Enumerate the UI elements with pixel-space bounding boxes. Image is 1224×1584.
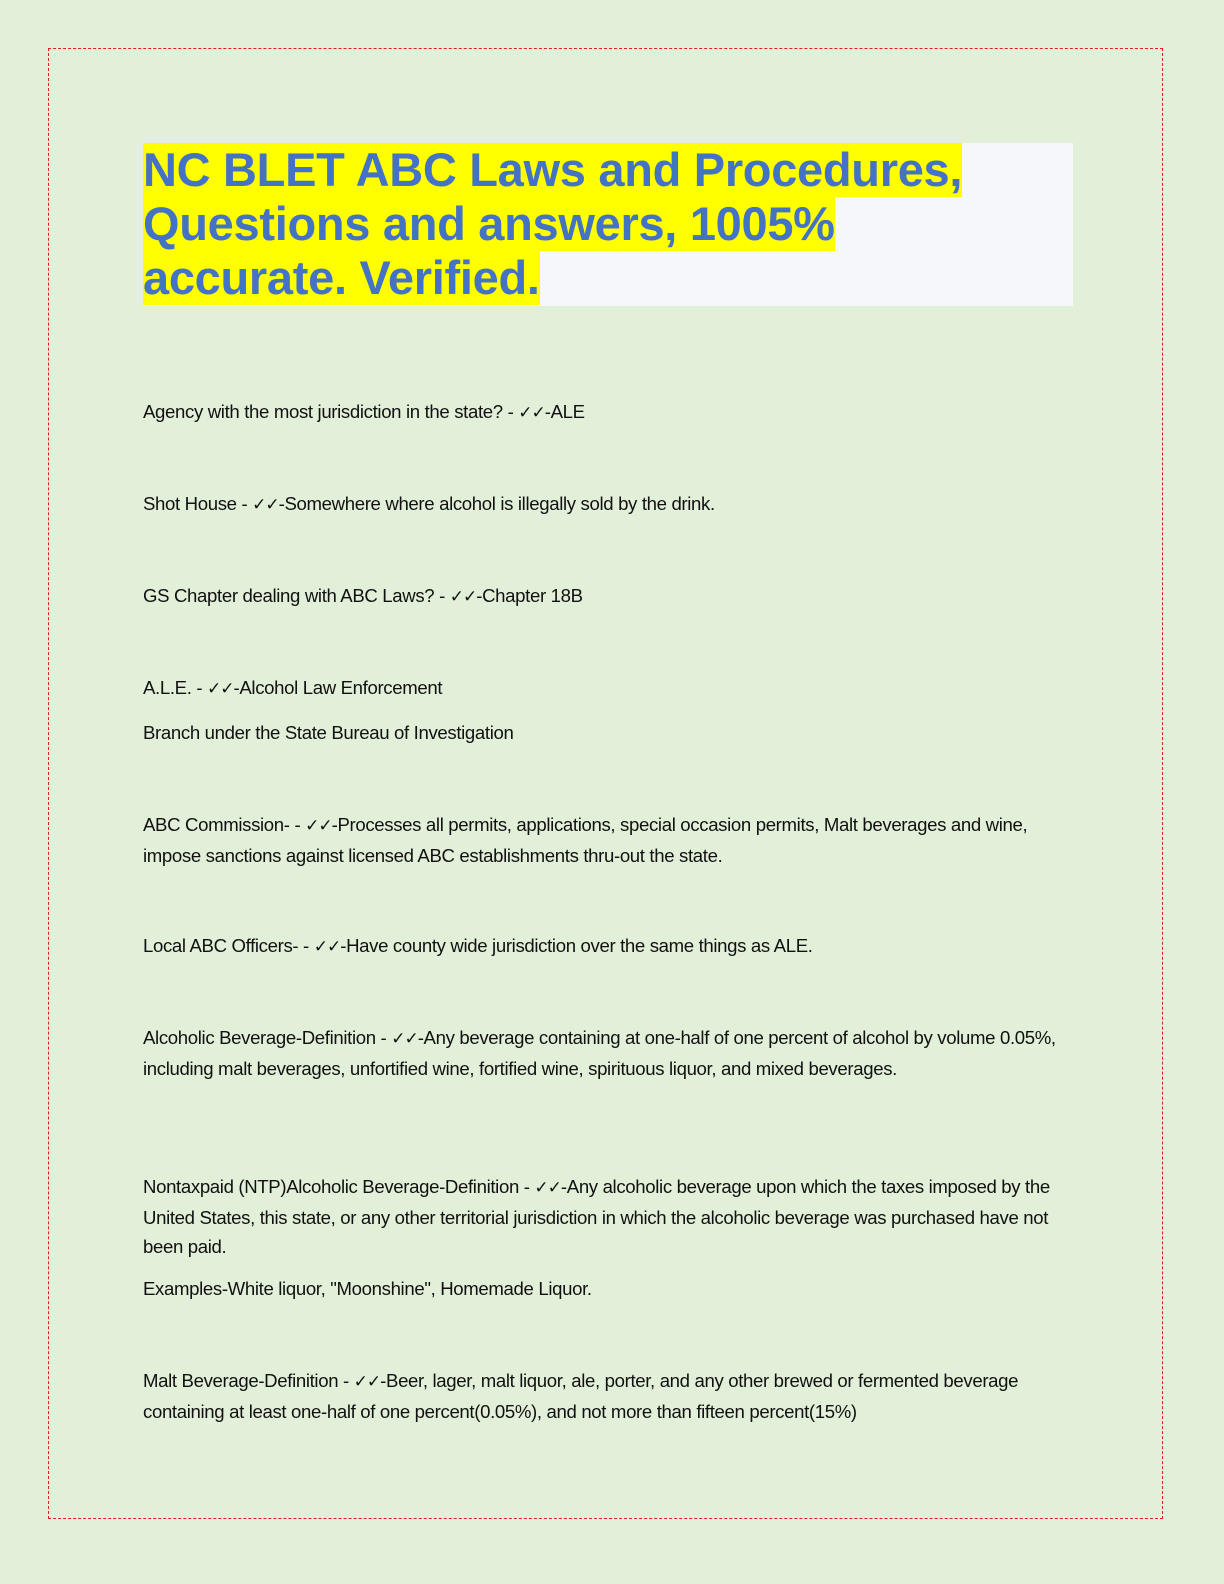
answer: -ALE bbox=[544, 401, 585, 422]
answer: -Have county wide jurisdiction over the same things as ALE. bbox=[340, 935, 813, 956]
question: Malt Beverage-Definition - bbox=[143, 1370, 354, 1391]
question: GS Chapter dealing with ABC Laws? - bbox=[143, 585, 450, 606]
qa-item bbox=[143, 1366, 1073, 1426]
qa-item bbox=[143, 1023, 1073, 1083]
qa-extra-note: Examples-White liquor, "Moonshine", Homemade Liquor. bbox=[143, 1278, 592, 1299]
qa-item bbox=[143, 931, 1073, 962]
double-check-icon: ✓✓ bbox=[207, 679, 234, 699]
answer: -Alcohol Law Enforcement bbox=[233, 677, 443, 698]
question: Shot House - bbox=[143, 493, 253, 514]
question: ABC Commission- - bbox=[143, 814, 306, 835]
question: Local ABC Officers- - bbox=[143, 935, 314, 956]
answer: -Processes all permits, applications, special occasion permits, Malt beverages and wine, impose sanctions against licensed ABC establishments thru-out the state. bbox=[143, 814, 1028, 866]
double-check-icon: ✓✓ bbox=[313, 937, 341, 957]
title-block bbox=[143, 143, 1073, 306]
question: A.L.E. - bbox=[143, 677, 208, 698]
double-check-icon: ✓✓ bbox=[353, 1372, 381, 1392]
answer: -Any beverage containing at one-half of one percent of alcohol by volume 0.05%, including malt beverages, unfortified wine, fortified wine, spirituous liquor, and mixed beverages. bbox=[143, 1027, 1056, 1079]
answer: -Somewhere where alcohol is illegally sold by the drink. bbox=[278, 493, 715, 514]
double-check-icon: ✓✓ bbox=[252, 495, 279, 515]
title-line-3: accurate. Verified. bbox=[143, 251, 540, 304]
qa-item bbox=[143, 397, 1073, 428]
double-check-icon: ✓✓ bbox=[534, 1178, 561, 1198]
qa-item bbox=[143, 810, 1073, 870]
double-check-icon: ✓✓ bbox=[391, 1029, 418, 1049]
question: Agency with the most jurisdiction in the state? - bbox=[143, 401, 519, 422]
qa-extra-note: Branch under the State Bureau of Investigation bbox=[143, 722, 514, 743]
qa-item bbox=[143, 581, 1073, 612]
double-check-icon: ✓✓ bbox=[449, 587, 477, 607]
answer: -Beer, lager, malt liquor, ale, porter, and any other brewed or fermented beverage containing at least one-half of one percent(0.05%), and not more than fifteen percent(15%) bbox=[143, 1370, 1019, 1422]
title-line-2: Questions and answers, 1005% bbox=[143, 197, 835, 250]
qa-item bbox=[143, 673, 1073, 704]
question: Alcoholic Beverage-Definition - bbox=[143, 1027, 392, 1048]
document-title bbox=[143, 143, 1073, 305]
answer: -Any alcoholic beverage upon which the taxes imposed by the United States, this state, or any other territorial jurisdiction in which the alcoholic beverage was purchased have not been paid. bbox=[143, 1176, 1050, 1257]
double-check-icon: ✓✓ bbox=[518, 403, 545, 423]
qa-item bbox=[143, 1172, 1073, 1261]
question: Nontaxpaid (NTP)Alcoholic Beverage-Definition - bbox=[143, 1176, 535, 1197]
title-line-1: NC BLET ABC Laws and Procedures, bbox=[143, 143, 963, 196]
qa-item bbox=[143, 489, 1073, 520]
double-check-icon: ✓✓ bbox=[305, 816, 332, 836]
answer: -Chapter 18B bbox=[476, 585, 583, 606]
